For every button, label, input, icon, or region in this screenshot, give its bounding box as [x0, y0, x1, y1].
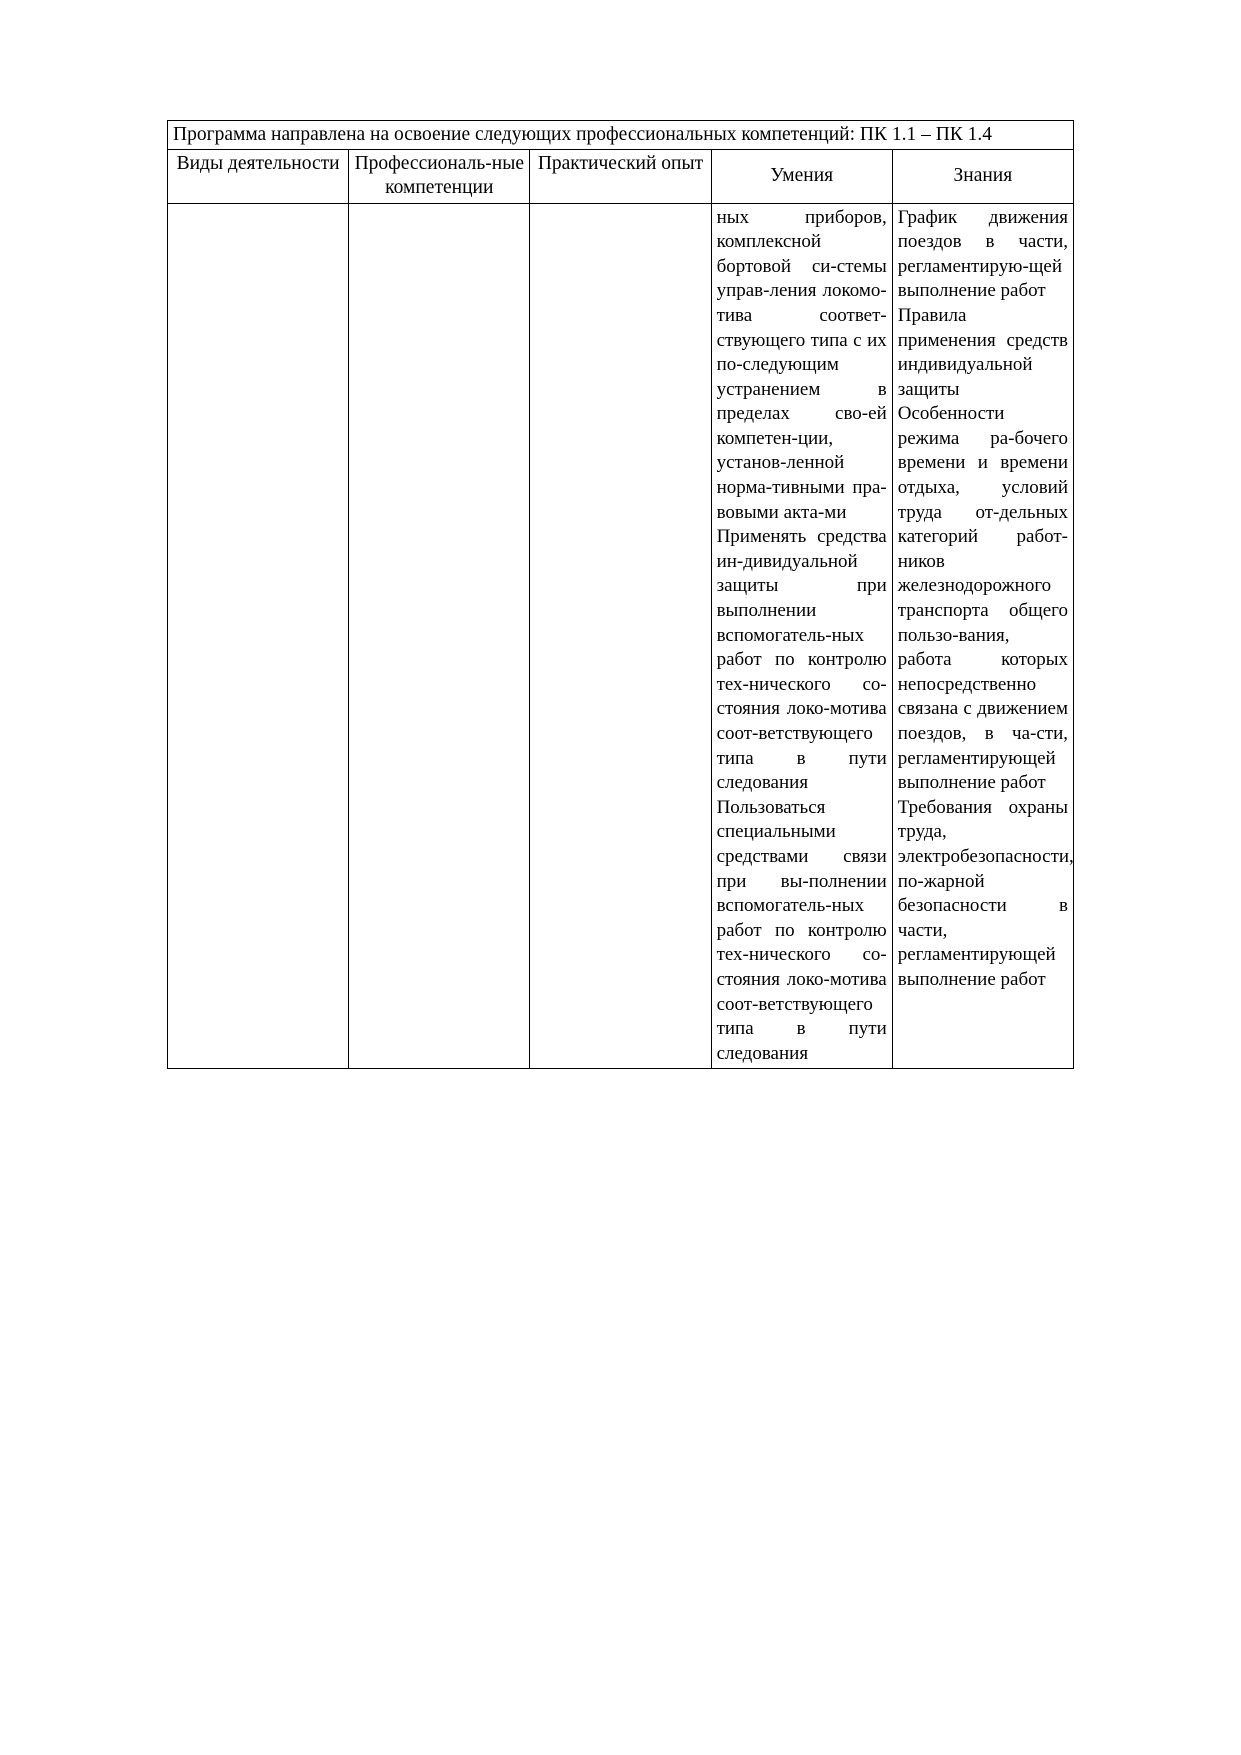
paragraph: Пользоваться специальными средствами связи при вы-полнении вспомогатель-ных работ по контролю тех-нического со-стояния локо-мотива соот-ветствующего типа в пути следования [716, 796, 887, 1064]
paragraph: ных приборов, комплексной бортовой си-стемы управ-ления локомо-тива соответ-ствующего типа с их по-следующим устранением в пределах сво-ей компетен-ции, установ-ленной норма-тивными пра-вовыми акта-ми [716, 206, 887, 523]
header-competencies: Профессиональ-ные компетенции [349, 149, 530, 203]
paragraph: Требования охраны труда, электробезопасности, по-жарной безопасности в части, регламентирующей выполнение работ [897, 796, 1074, 990]
competencies-table [167, 120, 1074, 1069]
cell-competencies [349, 203, 530, 1069]
header-experience: Практический опыт [530, 149, 711, 203]
program-banner-text: Программа направлена на освоение следующих профессиональных компетенций: ПК 1.1 – ПК 1.4 [168, 121, 1074, 150]
paragraph: Применять средства ин-дивидуальной защиты при выполнении вспомогатель-ных работ по контролю тех-нического со-стояния локо-мотива соот-ветствующего типа в пути следования [716, 526, 887, 794]
header-skills: Умения [711, 149, 892, 203]
header-activities: Виды деятельности [168, 149, 349, 203]
table-row [168, 203, 1074, 1069]
cell-skills [711, 203, 892, 1069]
paragraph: Особенности режима ра-бочего времени и времени отдыха, условий труда от-дельных категорий работ-ников железнодорожного транспорта общего пользо-вания, работа которых непосредственно связана с движением поездов, в ча-сти, регламентирующей выполнение работ [897, 403, 1068, 794]
cell-activities [168, 203, 349, 1069]
cell-knowledge [892, 203, 1073, 1069]
cell-experience [530, 203, 711, 1069]
paragraph: Правила применения средств индивидуальной защиты [897, 304, 1068, 400]
header-knowledge: Знания [892, 149, 1073, 203]
paragraph: График движения поездов в части, регламентирую-щей выполнение работ [897, 206, 1068, 302]
table-header-row [168, 149, 1074, 203]
table-banner-row [168, 121, 1074, 150]
